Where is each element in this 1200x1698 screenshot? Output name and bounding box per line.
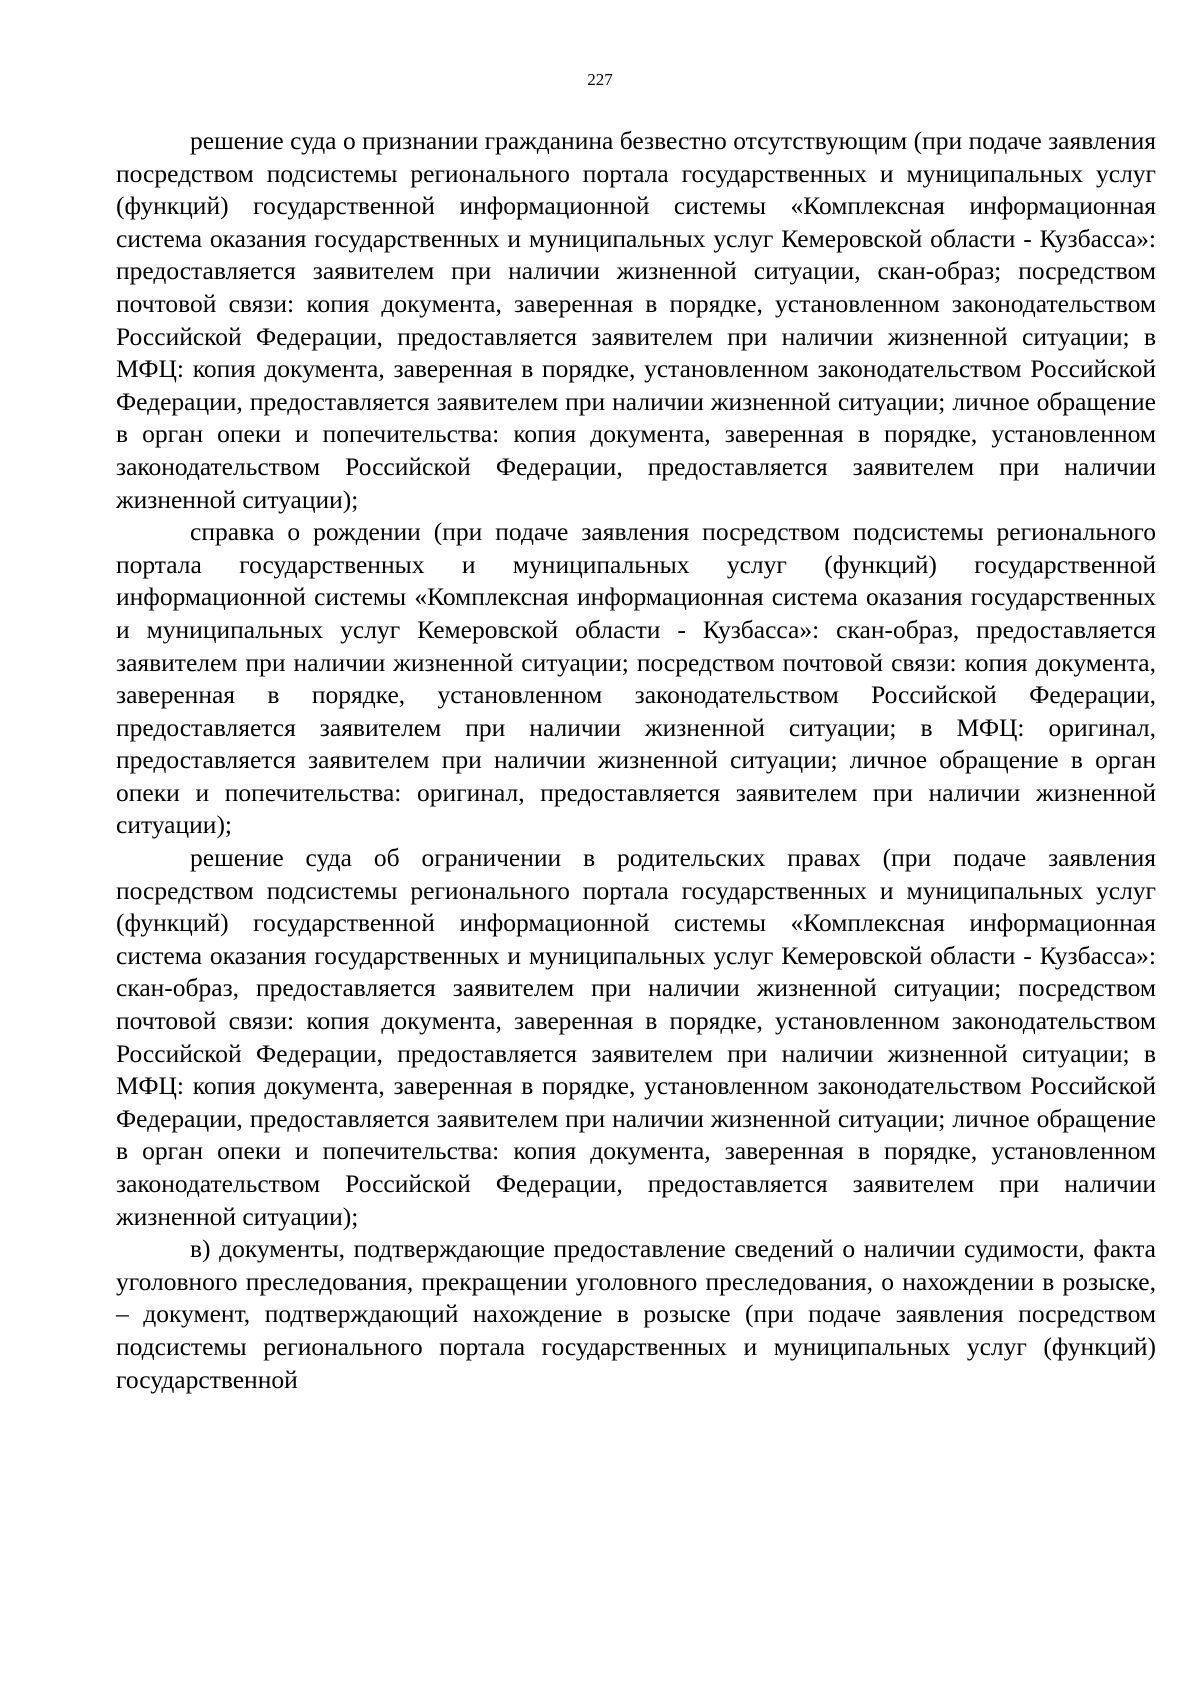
paragraph-birth-certificate: справка о рождении (при подаче заявления посредством подсистемы регионального портала государственных и муниципальных услуг (функций) государственной информационной системы «Комплексная информационная система оказания государственных и муниципальных услуг Кемеровской области - Кузбасса»: скан-образ, предоставляется заявителем при наличии жизненной ситуации; посредством почтовой связи: копия документа, заверенная в порядке, установленном законодательством Российской Федерации, предоставляется заявителем при наличии жизненной ситуации; в МФЦ: оригинал, предоставляется заявителем при наличии жизненной ситуации; личное обращение в орган опеки и попечительства: оригинал, предоставляется заявителем при наличии жизненной ситуации); bbox=[116, 517, 1156, 840]
paragraph-court-decision-missing: решение суда о признании гражданина безвестно отсутствующим (при подаче заявления посредством подсистемы регионального портала государственных и муниципальных услуг (функций) государственной информационной системы «Комплексная информационная система оказания государственных и муниципальных услуг Кемеровской области - Кузбасса»: предоставляется заявителем при наличии жизненной ситуации, скан-образ; посредством почтовой связи: копия документа, заверенная в порядке, установленном законодательством Российской Федерации, предоставляется заявителем при наличии жизненной ситуации; в МФЦ: копия документа, заверенная в порядке, установленном законодательством Российской Федерации, предоставляется заявителем при наличии жизненной ситуации; личное обращение в орган опеки и попечительства: копия документа, заверенная в порядке, установленном законодательством Российской Федерации, предоставляется заявителем при наличии жизненной ситуации); bbox=[116, 126, 1156, 514]
paragraph-criminal-record-documents: в) документы, подтверждающие предоставление сведений о наличии судимости, факта уголовного преследования, прекращении уголовного преследования, о нахождении в розыске, – документ, подтверждающий нахождение в розыске (при подаче заявления посредством подсистемы регионального портала государственных и муниципальных услуг (функций) государственной bbox=[116, 1234, 1156, 1394]
paragraph-court-decision-parental-rights: решение суда об ограничении в родительских правах (при подаче заявления посредством подсистемы регионального портала государственных и муниципальных услуг (функций) государственной информационной системы «Комплексная информационная система оказания государственных и муниципальных услуг Кемеровской области - Кузбасса»: скан-образ, предоставляется заявителем при наличии жизненной ситуации; посредством почтовой связи: копия документа, заверенная в порядке, установленном законодательством Российской Федерации, предоставляется заявителем при наличии жизненной ситуации; в МФЦ: копия документа, заверенная в порядке, установленном законодательством Российской Федерации, предоставляется заявителем при наличии жизненной ситуации; личное обращение в орган опеки и попечительства: копия документа, заверенная в порядке, установленном законодательством Российской Федерации, предоставляется заявителем при наличии жизненной ситуации); bbox=[116, 843, 1156, 1231]
page-number: 227 bbox=[587, 70, 613, 89]
document-body bbox=[116, 125, 1156, 1396]
